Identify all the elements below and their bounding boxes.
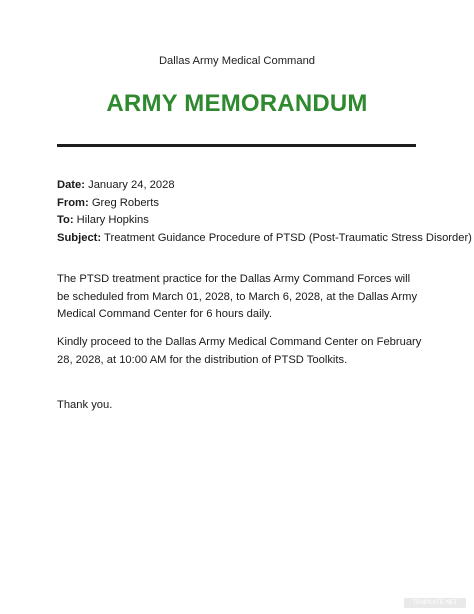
from-line <box>57 195 427 213</box>
memo-paragraph-1: The PTSD treatment practice for the Dallas Army Command Forces will be scheduled from March 01, 2028, to March 6, 2028, at the Dallas Army Medical Command Center for 6 hours daily. <box>57 273 418 320</box>
date-line <box>57 177 427 195</box>
date-label: Date: <box>57 179 85 191</box>
from-value: Greg Roberts <box>91 196 159 209</box>
memo-meta <box>57 177 472 247</box>
memo-title: ARMY MEMORANDUM <box>106 90 368 117</box>
memo-paragraph-2: Kindly proceed to the Dallas Army Medical Command Center on February 28, 2028, at 10:00 AM for the distribution of PTSD Toolkits. <box>57 336 422 366</box>
subject-label: Subject: <box>57 231 102 244</box>
title-divider <box>57 144 416 147</box>
memo-closing: Thank you. <box>57 399 113 411</box>
subject-value: Treatment Guidance Procedure of PTSD (Post-Traumatic Stress Disorder) <box>104 231 472 244</box>
template-watermark: TEMPLATE.NET <box>404 598 466 608</box>
to-value: Hilary Hopkins <box>76 214 149 226</box>
to-line <box>57 212 427 230</box>
to-label: To: <box>57 214 74 226</box>
organization-name: Dallas Army Medical Command <box>158 55 316 67</box>
from-label: From: <box>57 196 89 209</box>
date-value: January 24, 2028 <box>88 179 175 191</box>
subject-line <box>57 230 472 248</box>
